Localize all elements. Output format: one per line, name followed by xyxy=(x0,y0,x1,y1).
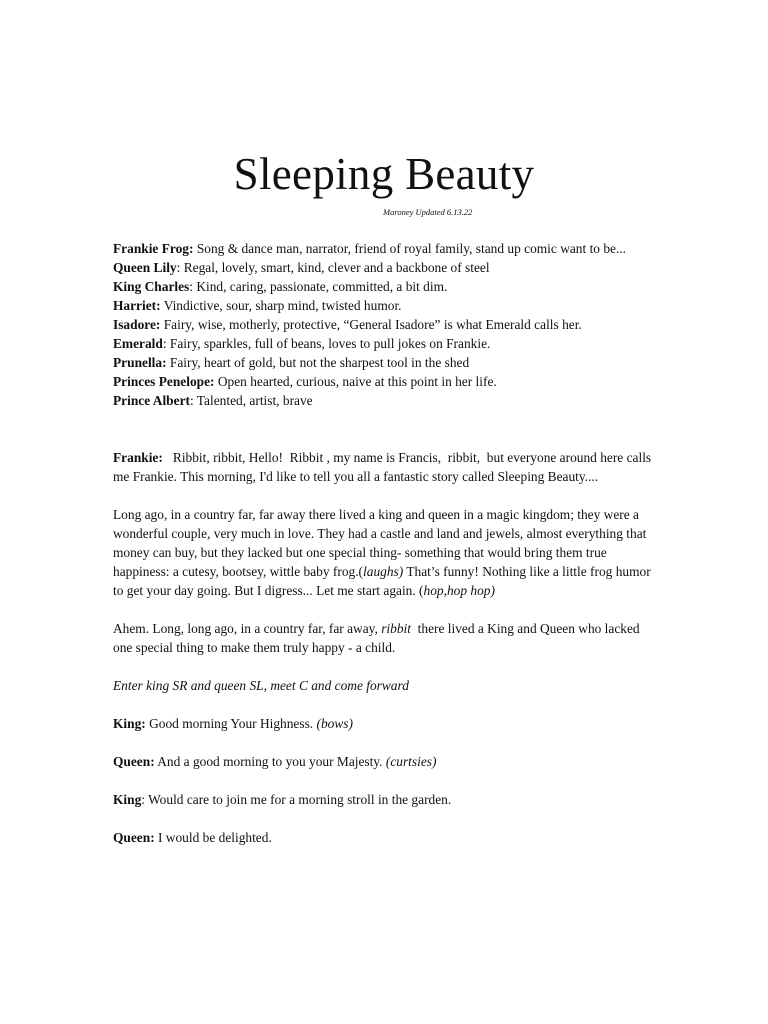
stage-cue: hop,hop hop) xyxy=(423,583,495,598)
stage-direction xyxy=(113,676,658,695)
cast-entry xyxy=(113,239,658,258)
dialogue-line xyxy=(113,752,658,771)
cast-description: : Talented, artist, brave xyxy=(189,393,313,408)
cast-description: : Kind, caring, passionate, committed, a bit dim. xyxy=(189,279,448,294)
cast-name: Harriet: xyxy=(113,298,161,313)
cast-entry xyxy=(113,391,658,410)
narration-text: there lived a King and Queen who lacked one special thing to make them truly happy - a child. xyxy=(113,621,643,655)
narration-text: That’s funny! Nothing like a little frog humor to get your day going. But I digress... Let me start again. ( xyxy=(113,564,651,598)
cast-entry xyxy=(113,296,658,315)
speaker-name: King xyxy=(113,792,142,807)
stage-cue: ribbit xyxy=(381,621,411,636)
cast-entry xyxy=(113,353,658,372)
speaker-name: Queen: xyxy=(113,754,155,769)
dialogue-line xyxy=(113,828,658,847)
speaker-line: And a good morning to you your Majesty. xyxy=(154,754,386,769)
cast-name: Emerald xyxy=(113,336,163,351)
dialogue-line xyxy=(113,790,658,809)
cast-entry xyxy=(113,315,658,334)
frankie-intro xyxy=(113,448,658,486)
cast-name: Prunella: xyxy=(113,355,167,370)
stage-cue: (bows) xyxy=(316,716,353,731)
speaker-line: Ribbit, ribbit, Hello! Ribbit , my name is Francis, ribbit, but everyone around here calls me Frankie. This morning, I'd like to tell you all a fantastic story called Sleeping Beauty.... xyxy=(113,450,655,484)
speaker-name: Queen: xyxy=(113,830,155,845)
cast-name: Princes Penelope: xyxy=(113,374,215,389)
speaker-line: Good morning Your Highness. xyxy=(145,716,317,731)
cast-entry xyxy=(113,372,658,391)
cast-list xyxy=(113,239,658,410)
cast-name: Prince Albert xyxy=(113,393,190,408)
document-body xyxy=(113,239,658,847)
stage-cue: (curtsies) xyxy=(385,754,437,769)
cast-description: Fairy, wise, motherly, protective, “General Isadore” is what Emerald calls her. xyxy=(160,317,582,332)
document-title: Sleeping Beauty xyxy=(233,149,535,199)
stage-cue: laughs) xyxy=(363,564,404,579)
narration-text: Ahem. Long, long ago, in a country far, far away, xyxy=(113,621,382,636)
cast-description: Fairy, heart of gold, but not the sharpest tool in the shed xyxy=(166,355,470,370)
cast-description: Vindictive, sour, sharp mind, twisted humor. xyxy=(160,298,402,313)
narration-text: Long ago, in a country far, far away there lived a king and queen in a magic kingdom; they were a wonderful couple, very much in love. They had a castle and land and jewels, almost everything that money can buy, but they lacked but one special thing- something that would bring them true happiness: a cutesy, bootsey, wittle baby frog.( xyxy=(113,507,647,579)
cast-name: King Charles xyxy=(113,279,190,294)
stage-direction-text: Enter king SR and queen SL, meet C and come forward xyxy=(113,678,409,693)
dialogue-line xyxy=(113,714,658,733)
narration-paragraph xyxy=(113,505,658,600)
cast-name: Frankie Frog: xyxy=(113,241,194,256)
cast-description: Open hearted, curious, naive at this point in her life. xyxy=(214,374,497,389)
cast-name: Queen Lily xyxy=(113,260,177,275)
document-subtitle: Maroney Updated 6.13.22 xyxy=(383,207,473,217)
speaker-line: : Would care to join me for a morning stroll in the garden. xyxy=(141,792,452,807)
cast-description: : Regal, lovely, smart, kind, clever and a backbone of steel xyxy=(176,260,490,275)
speaker-line: I would be delighted. xyxy=(154,830,272,845)
narration-paragraph xyxy=(113,619,658,657)
speaker-name: King: xyxy=(113,716,146,731)
cast-entry xyxy=(113,334,658,353)
cast-entry xyxy=(113,277,658,296)
cast-entry xyxy=(113,258,658,277)
cast-description: Song & dance man, narrator, friend of royal family, stand up comic want to be... xyxy=(193,241,627,256)
cast-description: : Fairy, sparkles, full of beans, loves to pull jokes on Frankie. xyxy=(162,336,491,351)
cast-name: Isadore: xyxy=(113,317,161,332)
speaker-name: Frankie: xyxy=(113,450,163,465)
